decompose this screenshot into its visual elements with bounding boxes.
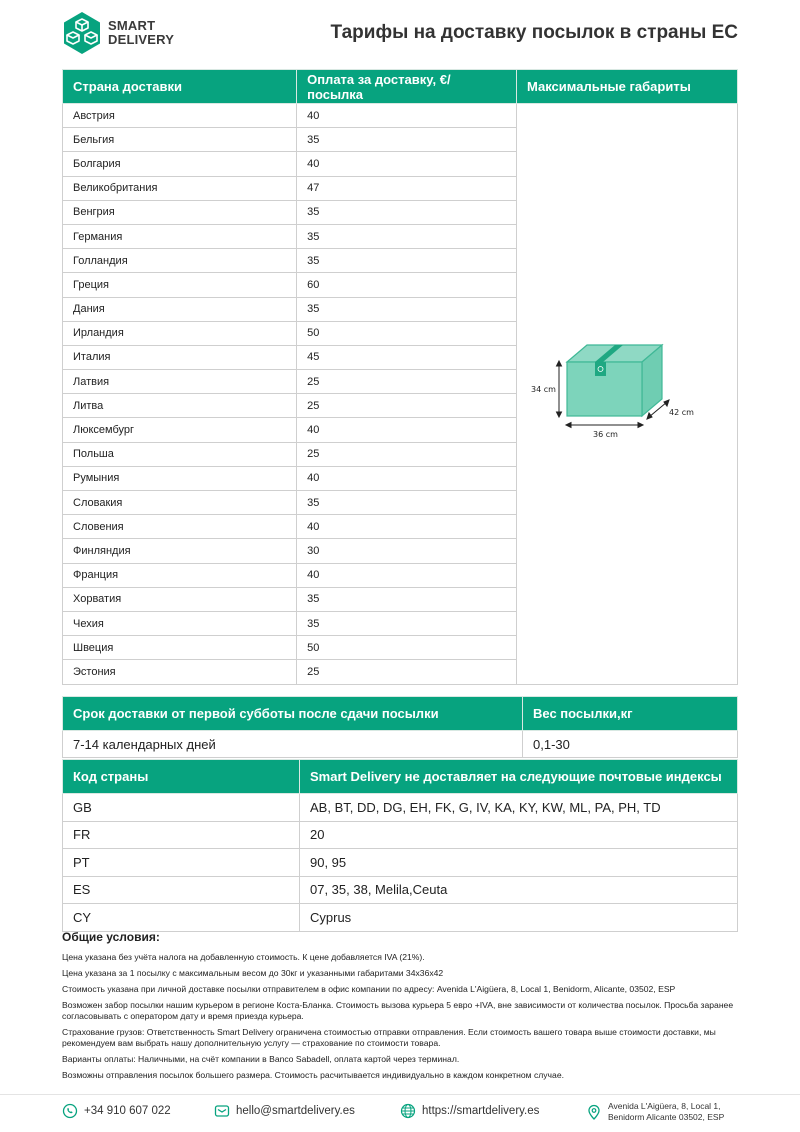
country-cell: Греция xyxy=(63,273,297,297)
depth-label: 42 cm xyxy=(669,408,694,418)
delivery-table xyxy=(62,696,738,758)
exclusion-row xyxy=(63,794,738,822)
header-country-code: Код страны xyxy=(63,760,300,794)
mail-icon xyxy=(214,1103,230,1119)
country-cell: Болгария xyxy=(63,152,297,176)
price-cell: 50 xyxy=(297,636,517,660)
country-code-cell: CY xyxy=(63,904,300,932)
brand-name-line1: SMART xyxy=(108,18,156,33)
country-cell: Хорватия xyxy=(63,587,297,611)
price-cell: 35 xyxy=(297,297,517,321)
country-cell: Люксембург xyxy=(63,418,297,442)
country-cell: Франция xyxy=(63,563,297,587)
page-title: Тарифы на доставку посылок в страны ЕС xyxy=(330,22,738,43)
price-cell: 35 xyxy=(297,128,517,152)
box-dimensions-diagram xyxy=(527,337,727,447)
exclusion-row xyxy=(63,849,738,877)
price-cell: 30 xyxy=(297,539,517,563)
postcodes-cell: Cyprus xyxy=(300,904,738,932)
postcodes-cell: 90, 95 xyxy=(300,849,738,877)
delivery-time-value: 7-14 календарных дней xyxy=(63,731,523,758)
condition-item: Цена указана без учёта налога на добавленную стоимость. К цене добавляется IVA (21%). xyxy=(62,952,425,962)
price-cell: 40 xyxy=(297,563,517,587)
header-weight: Вес посылки,кг xyxy=(523,697,738,731)
header-country: Страна доставки xyxy=(63,70,297,104)
exclusions-header-row xyxy=(63,760,738,794)
price-cell: 40 xyxy=(297,418,517,442)
exclusion-row xyxy=(63,821,738,849)
price-cell: 25 xyxy=(297,660,517,684)
price-cell: 35 xyxy=(297,491,517,515)
country-cell: Германия xyxy=(63,224,297,248)
brand-name-line2: DELIVERY xyxy=(108,32,175,47)
country-code-cell: ES xyxy=(63,876,300,904)
country-code-cell: FR xyxy=(63,821,300,849)
header-dimensions: Максимальные габариты xyxy=(517,70,738,104)
box-label xyxy=(595,362,606,376)
postcodes-cell: 20 xyxy=(300,821,738,849)
exclusions-table xyxy=(62,759,738,932)
footer-website[interactable] xyxy=(400,1103,539,1119)
price-cell: 60 xyxy=(297,273,517,297)
country-cell: Эстония xyxy=(63,660,297,684)
country-cell: Голландия xyxy=(63,249,297,273)
cubes-logo-icon xyxy=(62,11,102,55)
postcodes-cell: AB, BT, DD, DG, EH, FK, G, IV, KA, KY, KW, ML, PA, PH, TD xyxy=(300,794,738,822)
condition-item: Возможен забор посылки нашим курьером в регионе Коста-Бланка. Стоимость вызова курьера 5 евро +IVA, вне зависимости от количества посылок. Просьба заранее согласовывать с оператором дату и время приезда курьера. xyxy=(62,1000,734,1021)
price-cell: 40 xyxy=(297,104,517,128)
country-cell: Великобритания xyxy=(63,176,297,200)
address-line2: Benidorm Alicante 03502, ESP xyxy=(608,1112,725,1122)
rates-table xyxy=(62,69,738,685)
country-cell: Бельгия xyxy=(63,128,297,152)
country-cell: Польша xyxy=(63,442,297,466)
footer-phone[interactable] xyxy=(62,1103,171,1119)
postcodes-cell: 07, 35, 38, Melila,Ceuta xyxy=(300,876,738,904)
rate-row xyxy=(63,104,738,128)
price-cell: 50 xyxy=(297,321,517,345)
country-cell: Швеция xyxy=(63,636,297,660)
max-dimensions-cell xyxy=(517,104,738,685)
price-cell: 25 xyxy=(297,370,517,394)
price-cell: 40 xyxy=(297,152,517,176)
height-label: 34 cm xyxy=(531,385,556,395)
country-code-cell: PT xyxy=(63,849,300,877)
price-cell: 35 xyxy=(297,224,517,248)
price-cell: 35 xyxy=(297,611,517,635)
price-cell: 25 xyxy=(297,394,517,418)
country-cell: Словакия xyxy=(63,491,297,515)
condition-item: Варианты оплаты: Наличными, на счёт компании в Banco Sabadell, оплата картой через терминал. xyxy=(62,1054,460,1064)
weight-value: 0,1-30 xyxy=(523,731,738,758)
rates-header-row xyxy=(63,70,738,104)
footer-address xyxy=(586,1101,724,1123)
country-cell: Австрия xyxy=(63,104,297,128)
country-cell: Венгрия xyxy=(63,200,297,224)
condition-item: Цена указана за 1 посылку с максимальным весом до 30кг и указанными габаритами 34x36x42 xyxy=(62,968,444,978)
condition-item: Стоимость указана при личной доставке посылки отправителем в офис компании по адресу: Avenida L'Aigüera, 8, Local 1, Benidorm, Alicante, 03502, ESP xyxy=(62,984,676,994)
delivery-row xyxy=(63,731,738,758)
globe-icon xyxy=(400,1103,416,1119)
country-cell: Италия xyxy=(63,345,297,369)
phone-text: +34 910 607 022 xyxy=(84,1105,171,1117)
conditions-title: Общие условия: xyxy=(62,930,160,944)
country-cell: Чехия xyxy=(63,611,297,635)
delivery-header-row xyxy=(63,697,738,731)
price-cell: 47 xyxy=(297,176,517,200)
price-cell: 45 xyxy=(297,345,517,369)
location-pin-icon xyxy=(586,1104,602,1120)
country-cell: Словения xyxy=(63,515,297,539)
condition-item: Страхование грузов: Ответственность Smart Delivery ограничена стоимостью отправки отправления. Если стоимость вашего товара выше стоимости доставки, мы рекомендуем вам выбрать нашу дополнительную услугу — страхование по стоимости товара. xyxy=(62,1027,716,1048)
footer-email[interactable] xyxy=(214,1103,355,1119)
header xyxy=(0,0,800,68)
price-cell: 35 xyxy=(297,587,517,611)
country-cell: Литва xyxy=(63,394,297,418)
country-cell: Финляндия xyxy=(63,539,297,563)
header-excluded-postcodes: Smart Delivery не доставляет на следующие почтовые индексы xyxy=(300,760,738,794)
price-cell: 40 xyxy=(297,515,517,539)
price-cell: 25 xyxy=(297,442,517,466)
whatsapp-icon xyxy=(62,1103,78,1119)
country-cell: Ирландия xyxy=(63,321,297,345)
general-conditions xyxy=(62,930,742,1086)
website-text: https://smartdelivery.es xyxy=(422,1105,540,1117)
width-label: 36 cm xyxy=(593,430,618,440)
email-text: hello@smartdelivery.es xyxy=(236,1105,355,1117)
header-price: Оплата за доставку, €/посылка xyxy=(297,70,517,104)
price-cell: 35 xyxy=(297,249,517,273)
country-cell: Румыния xyxy=(63,466,297,490)
price-cell: 35 xyxy=(297,200,517,224)
condition-item: Возможны отправления посылок большего размера. Стоимость расчитывается индивидуально в каждом конкретном случае. xyxy=(62,1070,564,1080)
price-cell: 40 xyxy=(297,466,517,490)
exclusion-row xyxy=(63,904,738,932)
country-cell: Латвия xyxy=(63,370,297,394)
logo xyxy=(62,11,174,55)
country-code-cell: GB xyxy=(63,794,300,822)
header-delivery-time: Срок доставки от первой субботы после сдачи посылки xyxy=(63,697,523,731)
exclusion-row xyxy=(63,876,738,904)
address-line1: Avenida L'Aigüera, 8, Local 1, xyxy=(608,1101,721,1111)
country-cell: Дания xyxy=(63,297,297,321)
footer xyxy=(0,1094,800,1132)
